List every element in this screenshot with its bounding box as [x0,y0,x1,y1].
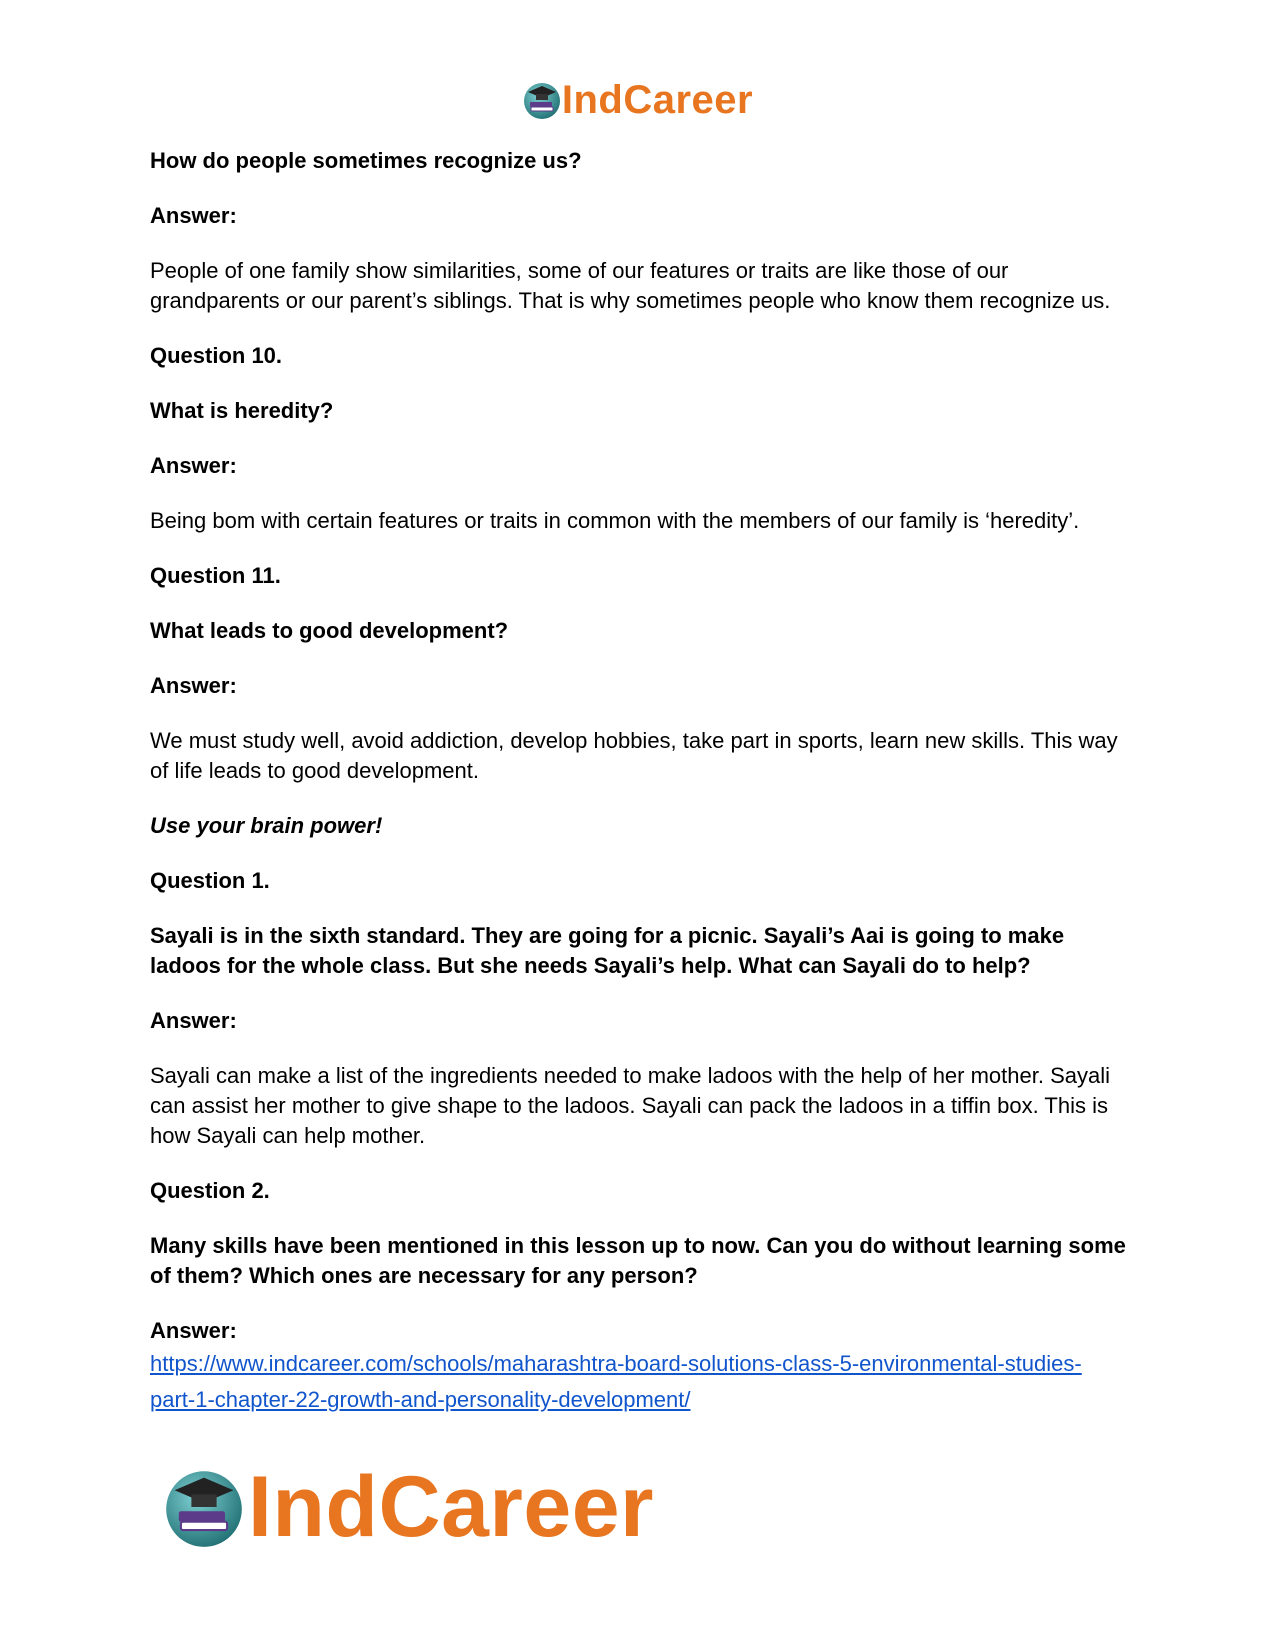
answer-text: People of one family show similarities, some of our features or traits are like those of our grandparents or our parent’s siblings. That is why sometimes people who know them recognize us. [150,258,1111,313]
answer-text: Sayali can make a list of the ingredients needed to make ladoos with the help of her mother. Sayali can assist her mother to give shape to the ladoos. Sayali can pack the ladoos in a tiffin box. This is how Sayali can help mother. [150,1063,1111,1148]
header-logo [0,78,1275,122]
question-number: Question 1. [150,868,270,893]
source-link-line-1[interactable]: https://www.indcareer.com/schools/maharashtra-board-solutions-class-5-environmental-studies- [150,1351,1082,1376]
question-text: What is heredity? [150,398,334,423]
answer-label: Answer: [150,673,237,698]
document-body [150,146,1130,1418]
answer-text: Being bom with certain features or traits in common with the members of our family is ‘heredity’. [150,508,1080,533]
question-number: Question 11. [150,563,281,588]
footer-logo [162,1459,654,1555]
question-text: What leads to good development? [150,618,509,643]
answer-label: Answer: [150,203,237,228]
source-link[interactable] [150,1351,1082,1412]
section-heading: Use your brain power! [150,813,383,838]
question-number: Question 2. [150,1178,270,1203]
source-link-line-2[interactable]: part-1-chapter-22-growth-and-personality-development/ [150,1387,691,1412]
graduation-cap-book-globe-icon [522,80,562,120]
question-text: How do people sometimes recognize us? [150,148,582,173]
question-text: Many skills have been mentioned in this lesson up to now. Can you do without learning some of them? Which ones are necessary for any person? [150,1233,1126,1288]
logo [522,78,753,122]
answer-label: Answer: [150,1008,237,1033]
question-number: Question 10. [150,343,283,368]
answer-text: We must study well, avoid addiction, develop hobbies, take part in sports, learn new skills. This way of life leads to good development. [150,728,1118,783]
answer-label: Answer: [150,1318,237,1343]
question-text: Sayali is in the sixth standard. They are going for a picnic. Sayali’s Aai is going to make ladoos for the whole class. But she needs Sayali’s help. What can Sayali do to help? [150,923,1065,978]
answer-label: Answer: [150,453,237,478]
graduation-cap-book-globe-icon [162,1465,246,1549]
logo-text: IndCareer [561,78,754,122]
logo-text: IndCareer [248,1459,654,1555]
